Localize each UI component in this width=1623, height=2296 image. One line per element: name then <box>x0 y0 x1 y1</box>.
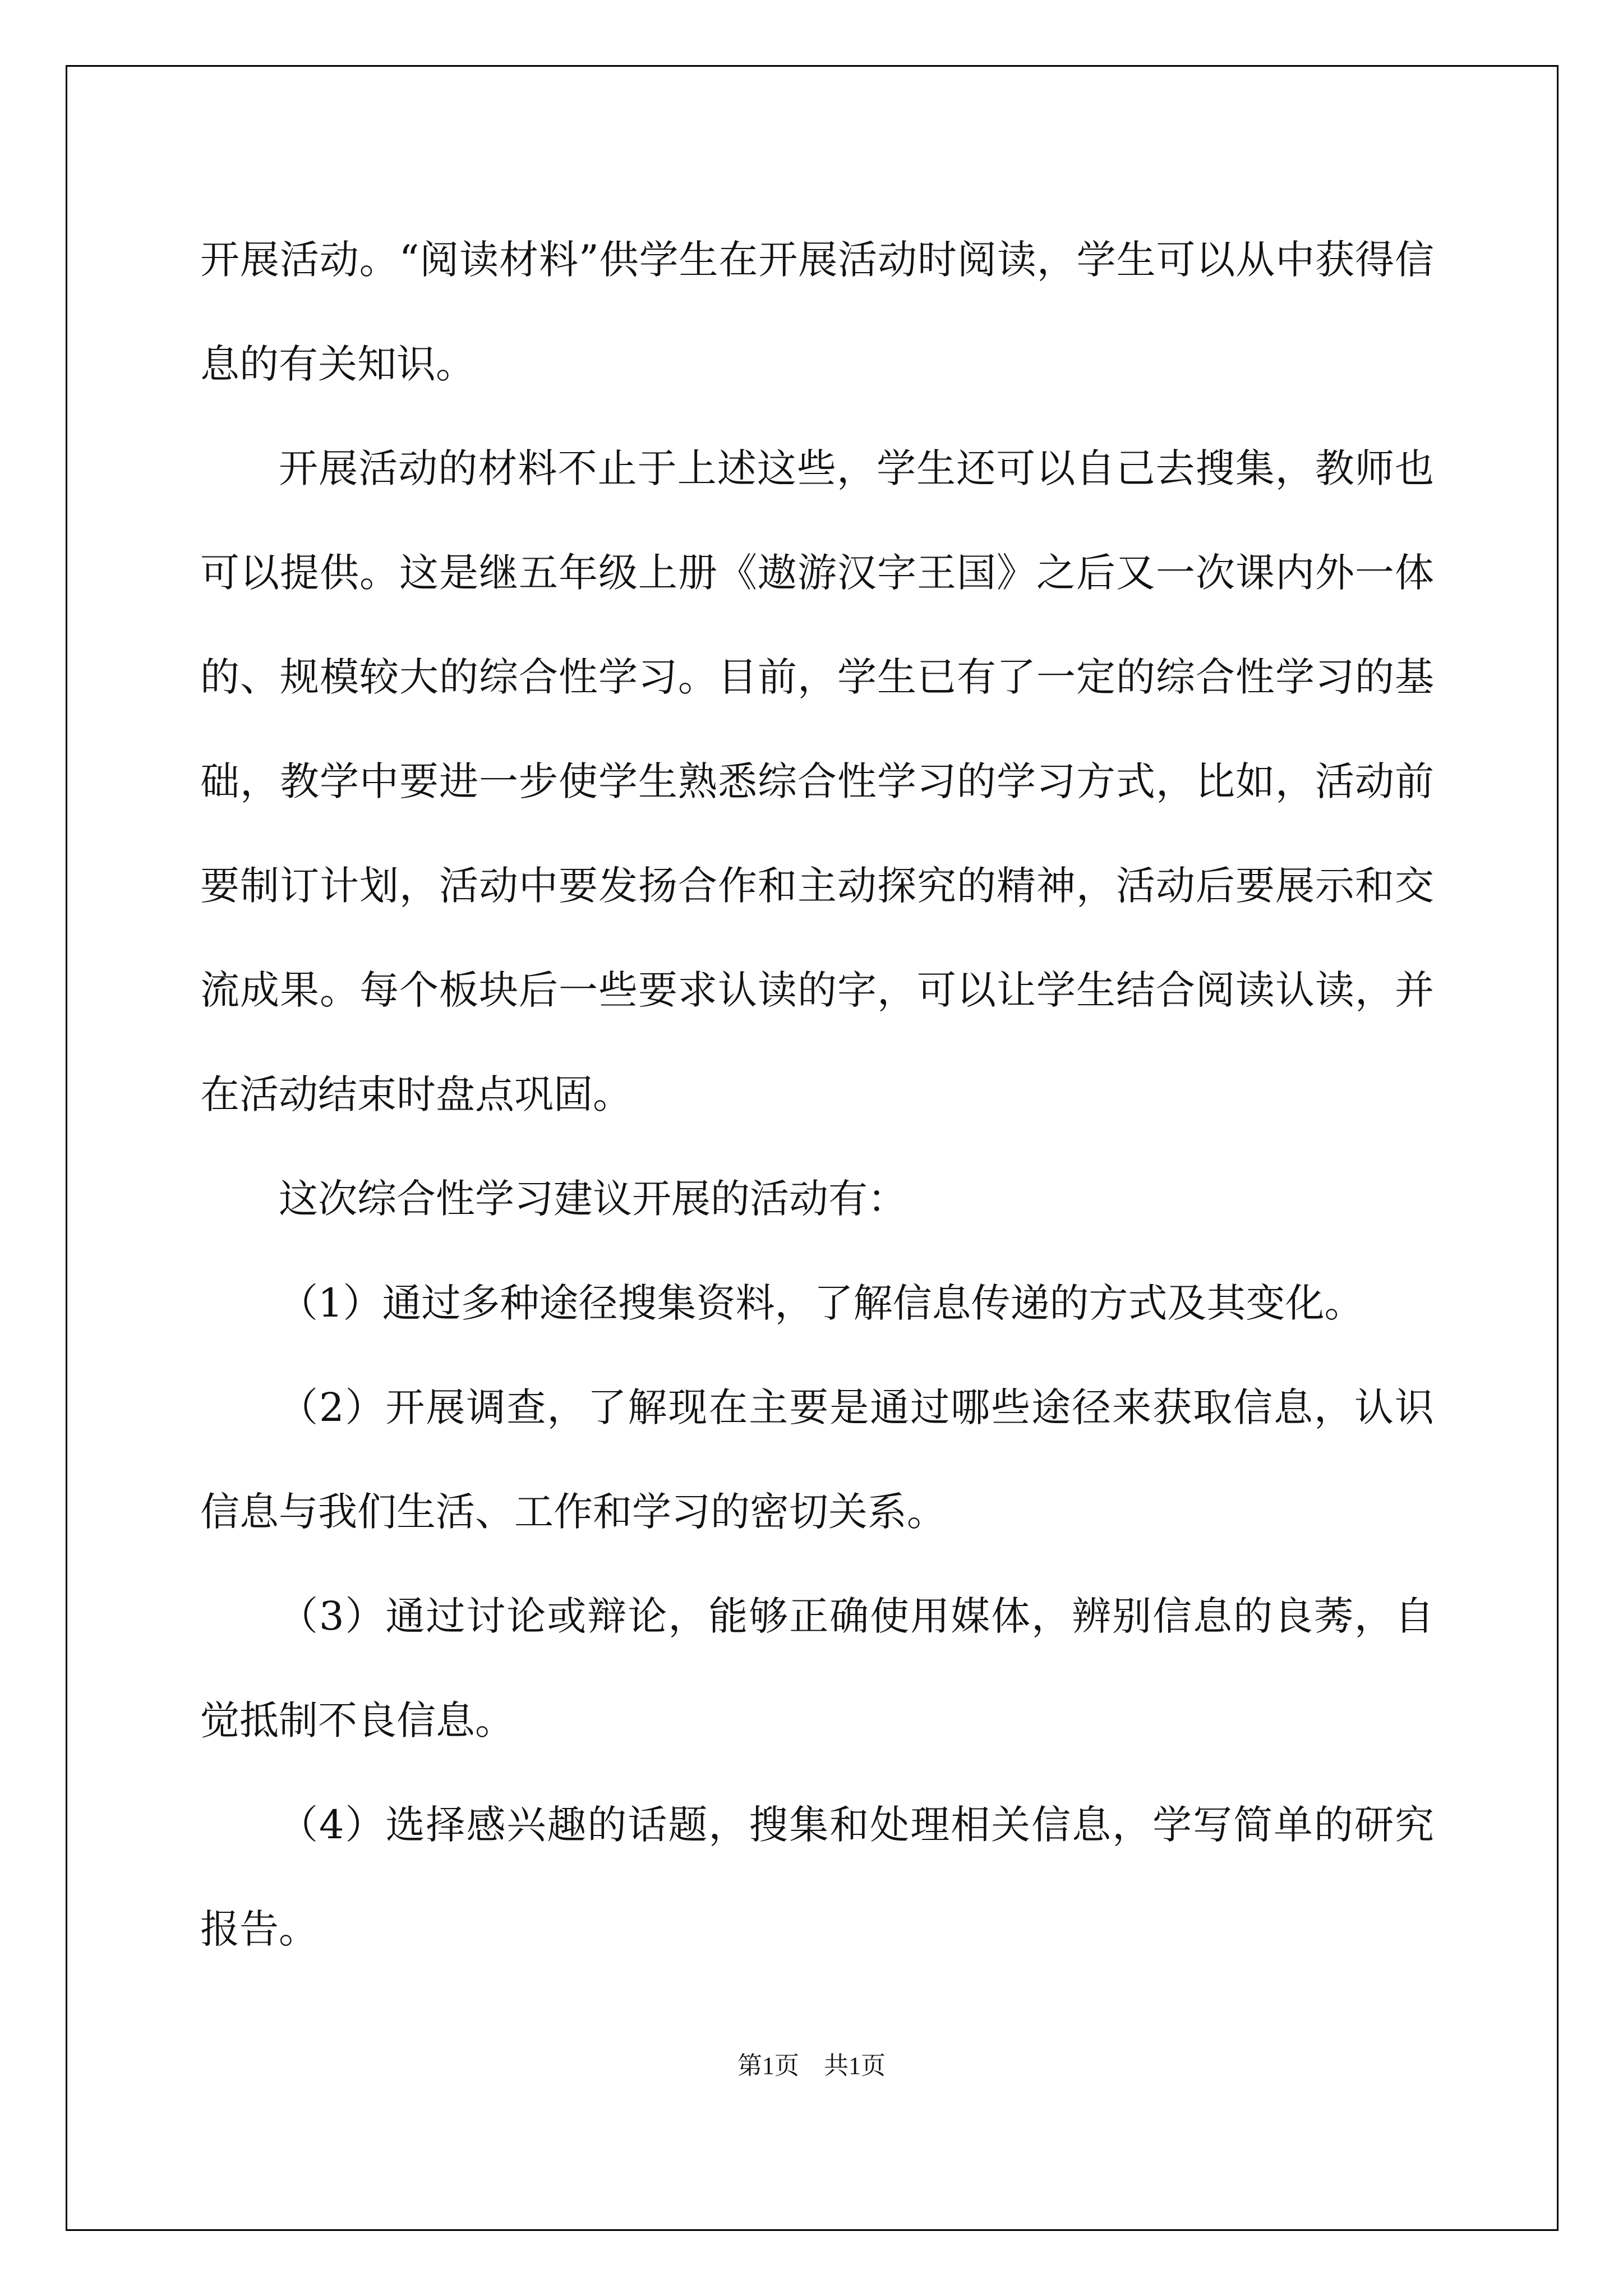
list-item-4: （4）选择感兴趣的话题，搜集和处理相关信息，学写简单的研究报告。 <box>200 1802 1434 1952</box>
paragraph-3: 这次综合性学习建议开展的活动有： <box>279 1176 907 1222</box>
paragraph-1: 开展活动。“阅读材料”供学生在开展活动时阅读，学生可以从中获得信息的有关知识。 <box>200 237 1434 387</box>
list-item-2: （2）开展调查，了解现在主要是通过哪些途径来获取信息，认识信息与我们生活、工作和学习的密切关系。 <box>200 1384 1434 1535</box>
list-item-3: （3）通过讨论或辩论，能够正确使用媒体，辨别信息的良莠，自觉抵制不良信息。 <box>200 1593 1434 1743</box>
document-body <box>200 208 1434 1981</box>
paragraph-2: 开展活动的材料不止于上述这些，学生还可以自己去搜集，教师也可以提供。这是继五年级上册《遨游汉字王国》之后又一次课内外一体的、规模较大的综合性学习。目前，学生已有了一定的综合性学习的基础，教学中要进一步使学生熟悉综合性学习的学习方式，比如，活动前要制订计划，活动中要发扬合作和主动探究的精神，活动后要展示和交流成果。每个板块后一些要求认读的字，可以让学生结合阅读认读，并在活动结束时盘点巩固。 <box>200 445 1434 1117</box>
list-item-1: （1）通过多种途径搜集资料，了解信息传递的方式及其变化。 <box>279 1280 1364 1326</box>
page-footer: 第1页 共1页 <box>737 2052 886 2079</box>
